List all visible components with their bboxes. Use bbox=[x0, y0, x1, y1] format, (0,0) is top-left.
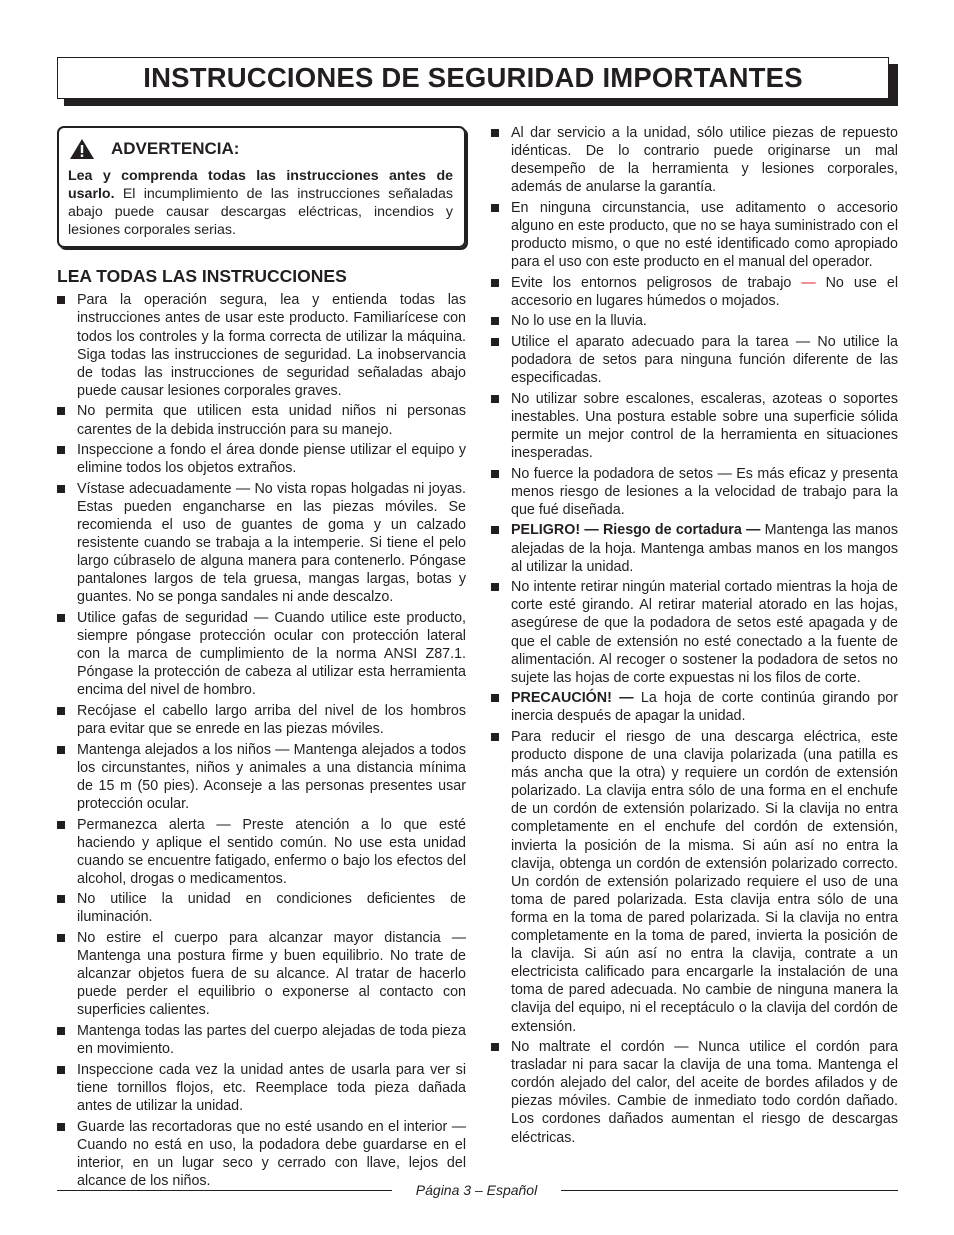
list-item bbox=[57, 929, 466, 1019]
warning-body-text: El incumplimiento de las instrucciones señaladas abajo puede causar descargas eléctricas, incendios y lesiones corporales serias. bbox=[68, 186, 453, 239]
bullet-square-icon bbox=[57, 895, 65, 903]
list-item bbox=[491, 465, 898, 519]
bullet-square-icon bbox=[57, 1123, 65, 1131]
bullet-text: No lo use en la lluvia. bbox=[511, 313, 647, 330]
bullet-text: Para reducir el riesgo de una descarga eléctrica, este producto dispone de una clavija polarizada (una patilla es más ancha que la otra) y requiere un cordón de extensión polarizado. La clavija entra sólo de una forma en el enchufe de un cordón de extensión polarizado. Si la clavija no entra completamente en el enchufe del cordón de extensión, invierta la posición de la misma. Si aún así no entra la clavija, obtenga un cordón de extensión polarizado correcto. Un cordón de extensión polarizado requiere el uso de una toma de pared polarizada. Esta clavija entra sólo de una forma en la toma de pared polarizada. Si la clavija no entra completamente en la toma de pared, invierta la posición de la clavija. Si aún así no entra la clavija, contrate a un electricista calificado para encargarle la instalación de una toma de pared adecuada. No cambie de ninguna manera la clavija del equipo, ni el receptáculo o la clavija del cordón de extensión. bbox=[511, 729, 898, 1035]
bullet-square-icon bbox=[491, 1043, 499, 1051]
bullet-square-icon bbox=[491, 395, 499, 403]
bullet-square-icon bbox=[57, 407, 65, 415]
bullet-square-icon bbox=[491, 694, 499, 702]
list-item bbox=[57, 402, 466, 438]
bullet-text: No estire el cuerpo para alcanzar mayor distancia — Mantenga una postura firme y buen equilibrio. No trate de alcanzar objetos fuera de su alcance. Al tratar de hacerlo puede perder el equilibrio o exponerse al contacto con superficies calientes. bbox=[77, 930, 466, 1019]
bullet-text: Guarde las recortadoras que no esté usando en el interior — Cuando no está en uso, la podadora debe guardarse en el interior, en un lugar seco y cerrado con llave, lejos del alcance de los niños. bbox=[77, 1118, 466, 1189]
bullet-square-icon bbox=[491, 470, 499, 478]
bullet-text: Al dar servicio a la unidad, sólo utilice piezas de repuesto idénticas. De lo contrario puede originarse un mal desempeño de la herramienta y lesiones corporales, además de anularse la garantía. bbox=[511, 125, 898, 196]
bullet-square-icon bbox=[491, 317, 499, 325]
bullet-text: No use el accesorio en lugares húmedos o mojados. bbox=[511, 274, 898, 309]
bullet-text: Evite los entornos peligrosos de trabajo bbox=[511, 274, 802, 291]
warning-triangle-icon bbox=[69, 138, 95, 160]
bullet-text: Vístase adecuadamente — No vista ropas holgadas ni joyas. Estas pueden engancharse en las piezas móviles. Se recomienda el uso de guantes de goma y un calzado resistente cuando se trabaja a la intemperie. Si tiene el pelo largo cúbraselo de alguna manera para contenerlo. Póngase pantalones largos de tela gruesa, mangas largas, botas y guantes. No se ponga sandales ni ande descalzo. bbox=[77, 480, 466, 606]
list-item bbox=[57, 1022, 466, 1058]
list-item bbox=[491, 689, 898, 725]
section-heading: LEA TODAS LAS INSTRUCCIONES bbox=[57, 266, 347, 287]
list-item bbox=[491, 728, 898, 1036]
bullet-square-icon bbox=[491, 526, 499, 534]
footer-rule-left bbox=[57, 1190, 392, 1191]
bullet-text: Inspeccione a fondo el área donde piense utilizar el equipo y elimine todos los objetos extraños. bbox=[77, 442, 466, 477]
bullet-text: No permita que utilicen esta unidad niños ni personas carentes de la debida instrucción para su manejo. bbox=[77, 403, 466, 438]
bullet-square-icon bbox=[57, 821, 65, 829]
list-item bbox=[491, 578, 898, 687]
right-bullet-list bbox=[491, 124, 898, 1147]
bullet-text: No intente retirar ningún material cortado mientras la hoja de corte esté girando. Al retirar material atorado en las hojas, asegúrese de que la podadora de setos esté apagada y de que el cable de extensión no esté conectado a la fuente de alimentación. Al recoger o sostener la podadora de setos no sujete las hojas de corte expuestas ni los filos de corte. bbox=[511, 579, 898, 686]
page-footer: Página 3 – Español bbox=[415, 1182, 538, 1198]
bullet-text: En ninguna circunstancia, use aditamento o accesorio alguno en este producto, que no se haya suministrado con el producto mismo, o que no esté identificado como apropiado para el uso con este producto en el manual del operador. bbox=[511, 199, 898, 271]
list-item bbox=[491, 199, 898, 271]
footer-rule-right bbox=[561, 1190, 898, 1191]
bullet-square-icon bbox=[491, 338, 499, 346]
bullet-square-icon bbox=[57, 1027, 65, 1035]
bullet-text: Mantenga las manos alejadas de la hoja. Mantenga ambas manos en los mangos al utilizar la unidad. bbox=[511, 522, 898, 575]
list-item bbox=[57, 1061, 466, 1115]
title-box bbox=[57, 57, 889, 99]
bullet-square-icon bbox=[491, 733, 499, 741]
list-item bbox=[491, 312, 898, 330]
bullet-square-icon bbox=[57, 707, 65, 715]
list-item bbox=[491, 124, 898, 196]
bullet-square-icon bbox=[57, 746, 65, 754]
red-dash: — bbox=[801, 274, 816, 291]
list-item bbox=[57, 480, 466, 607]
bullet-text: Recójase el cabello largo arriba del nivel de los hombros para evitar que se enrede en las piezas móviles. bbox=[77, 702, 466, 738]
bullet-text: Utilice el aparato adecuado para la tarea — No utilice la podadora de setos para ninguna función diferente de las especificadas. bbox=[511, 334, 898, 387]
left-column bbox=[57, 126, 466, 1192]
list-item bbox=[491, 390, 898, 462]
bullet-text: La hoja de corte continúa girando por inercia después de apagar la unidad. bbox=[511, 690, 898, 725]
bullet-text: No fuerce la podadora de setos — Es más eficaz y presenta menos riesgo de lesiones a la velocidad de trabajo para la que fué diseñada. bbox=[511, 465, 898, 518]
right-column bbox=[491, 124, 898, 1149]
bullet-bold-lead: PELIGRO! — Riesgo de cortadura — bbox=[511, 522, 761, 539]
bullet-square-icon bbox=[57, 934, 65, 942]
list-item bbox=[491, 1038, 898, 1147]
bullet-text: No utilizar sobre escalones, escaleras, azoteas o soportes inestables. Una postura estable sobre una superficie sólida permite un mejor control de la herramienta en situaciones inesperadas. bbox=[511, 390, 898, 462]
list-item bbox=[57, 816, 466, 888]
bullet-text: Mantenga todas las partes del cuerpo alejadas de toda pieza en movimiento. bbox=[77, 1023, 466, 1058]
bullet-bold-lead: PRECAUCIÓN! — bbox=[511, 690, 634, 707]
bullet-text: No utilice la unidad en condiciones deficientes de iluminación. bbox=[77, 891, 466, 926]
list-item bbox=[57, 702, 466, 738]
list-item bbox=[57, 609, 466, 699]
left-bullet-list bbox=[57, 291, 466, 1190]
list-item bbox=[57, 441, 466, 477]
bullet-text: No maltrate el cordón — Nunca utilice el cordón para trasladar ni para sacar la clavija de una toma. Mantenga el cordón alejado del calor, del aceite de bordes afilados y de piezas móviles. Cambie de inmediato todo cordón dañado. Los cordones dañados aumentan el riesgo de descargas eléctricas. bbox=[511, 1039, 898, 1146]
bullet-square-icon bbox=[57, 446, 65, 454]
warning-text bbox=[68, 167, 453, 239]
bullet-square-icon bbox=[491, 129, 499, 137]
list-item bbox=[57, 741, 466, 813]
warning-header bbox=[68, 138, 453, 160]
bullet-text: Mantenga alejados a los niños — Mantenga alejados a todos los circunstantes, niños y animales a una distancia mínima de 15 m (50 pies). Aconseje a las personas presentes usar protección ocular. bbox=[77, 741, 466, 812]
list-item bbox=[57, 890, 466, 926]
bullet-text: Para la operación segura, lea y entienda todas las instrucciones antes de usar este producto. Familiarícese con todos los controles y la forma correcta de utilizar la máquina. Siga todas las instrucciones de seguridad. La inobservancia de todas las instrucciones de seguridad señaladas abajo puede causar lesiones corporales graves. bbox=[77, 292, 466, 399]
bullet-square-icon bbox=[57, 1066, 65, 1074]
bullet-square-icon bbox=[57, 614, 65, 622]
list-item bbox=[57, 1118, 466, 1190]
list-item bbox=[491, 274, 898, 310]
bullet-square-icon bbox=[57, 296, 65, 304]
bullet-square-icon bbox=[491, 279, 499, 287]
page-title: INSTRUCCIONES DE SEGURIDAD IMPORTANTES bbox=[143, 62, 803, 94]
warning-bold-text: Lea y comprenda todas las instrucciones antes de usarlo. bbox=[68, 168, 453, 203]
bullet-text: Inspeccione cada vez la unidad antes de usarla para ver si tiene tornillos flojos, etc. Reemplace toda pieza dañada antes de utilizar la unidad. bbox=[77, 1061, 466, 1114]
list-item bbox=[491, 521, 898, 575]
bullet-square-icon bbox=[57, 485, 65, 493]
bullet-text: Permanezca alerta — Preste atención a lo que esté haciendo y aplique el sentido común. No use esta unidad cuando se encuentre fatigado, enfermo o bajo los efectos del alcohol, drogas o medicamentos. bbox=[77, 816, 466, 887]
list-item bbox=[57, 291, 466, 400]
warning-heading: ADVERTENCIA: bbox=[111, 138, 240, 158]
bullet-square-icon bbox=[491, 204, 499, 212]
warning-box bbox=[57, 126, 466, 248]
bullet-text: Utilice gafas de seguridad — Cuando utilice este producto, siempre póngase protección ocular con protección lateral con la marca de cumplimiento de la norma ANSI Z87.1. Póngase la protección de cabeza al utilizar esta herramienta encima del nivel de hombro. bbox=[77, 609, 466, 699]
bullet-square-icon bbox=[491, 583, 499, 591]
list-item bbox=[491, 333, 898, 387]
